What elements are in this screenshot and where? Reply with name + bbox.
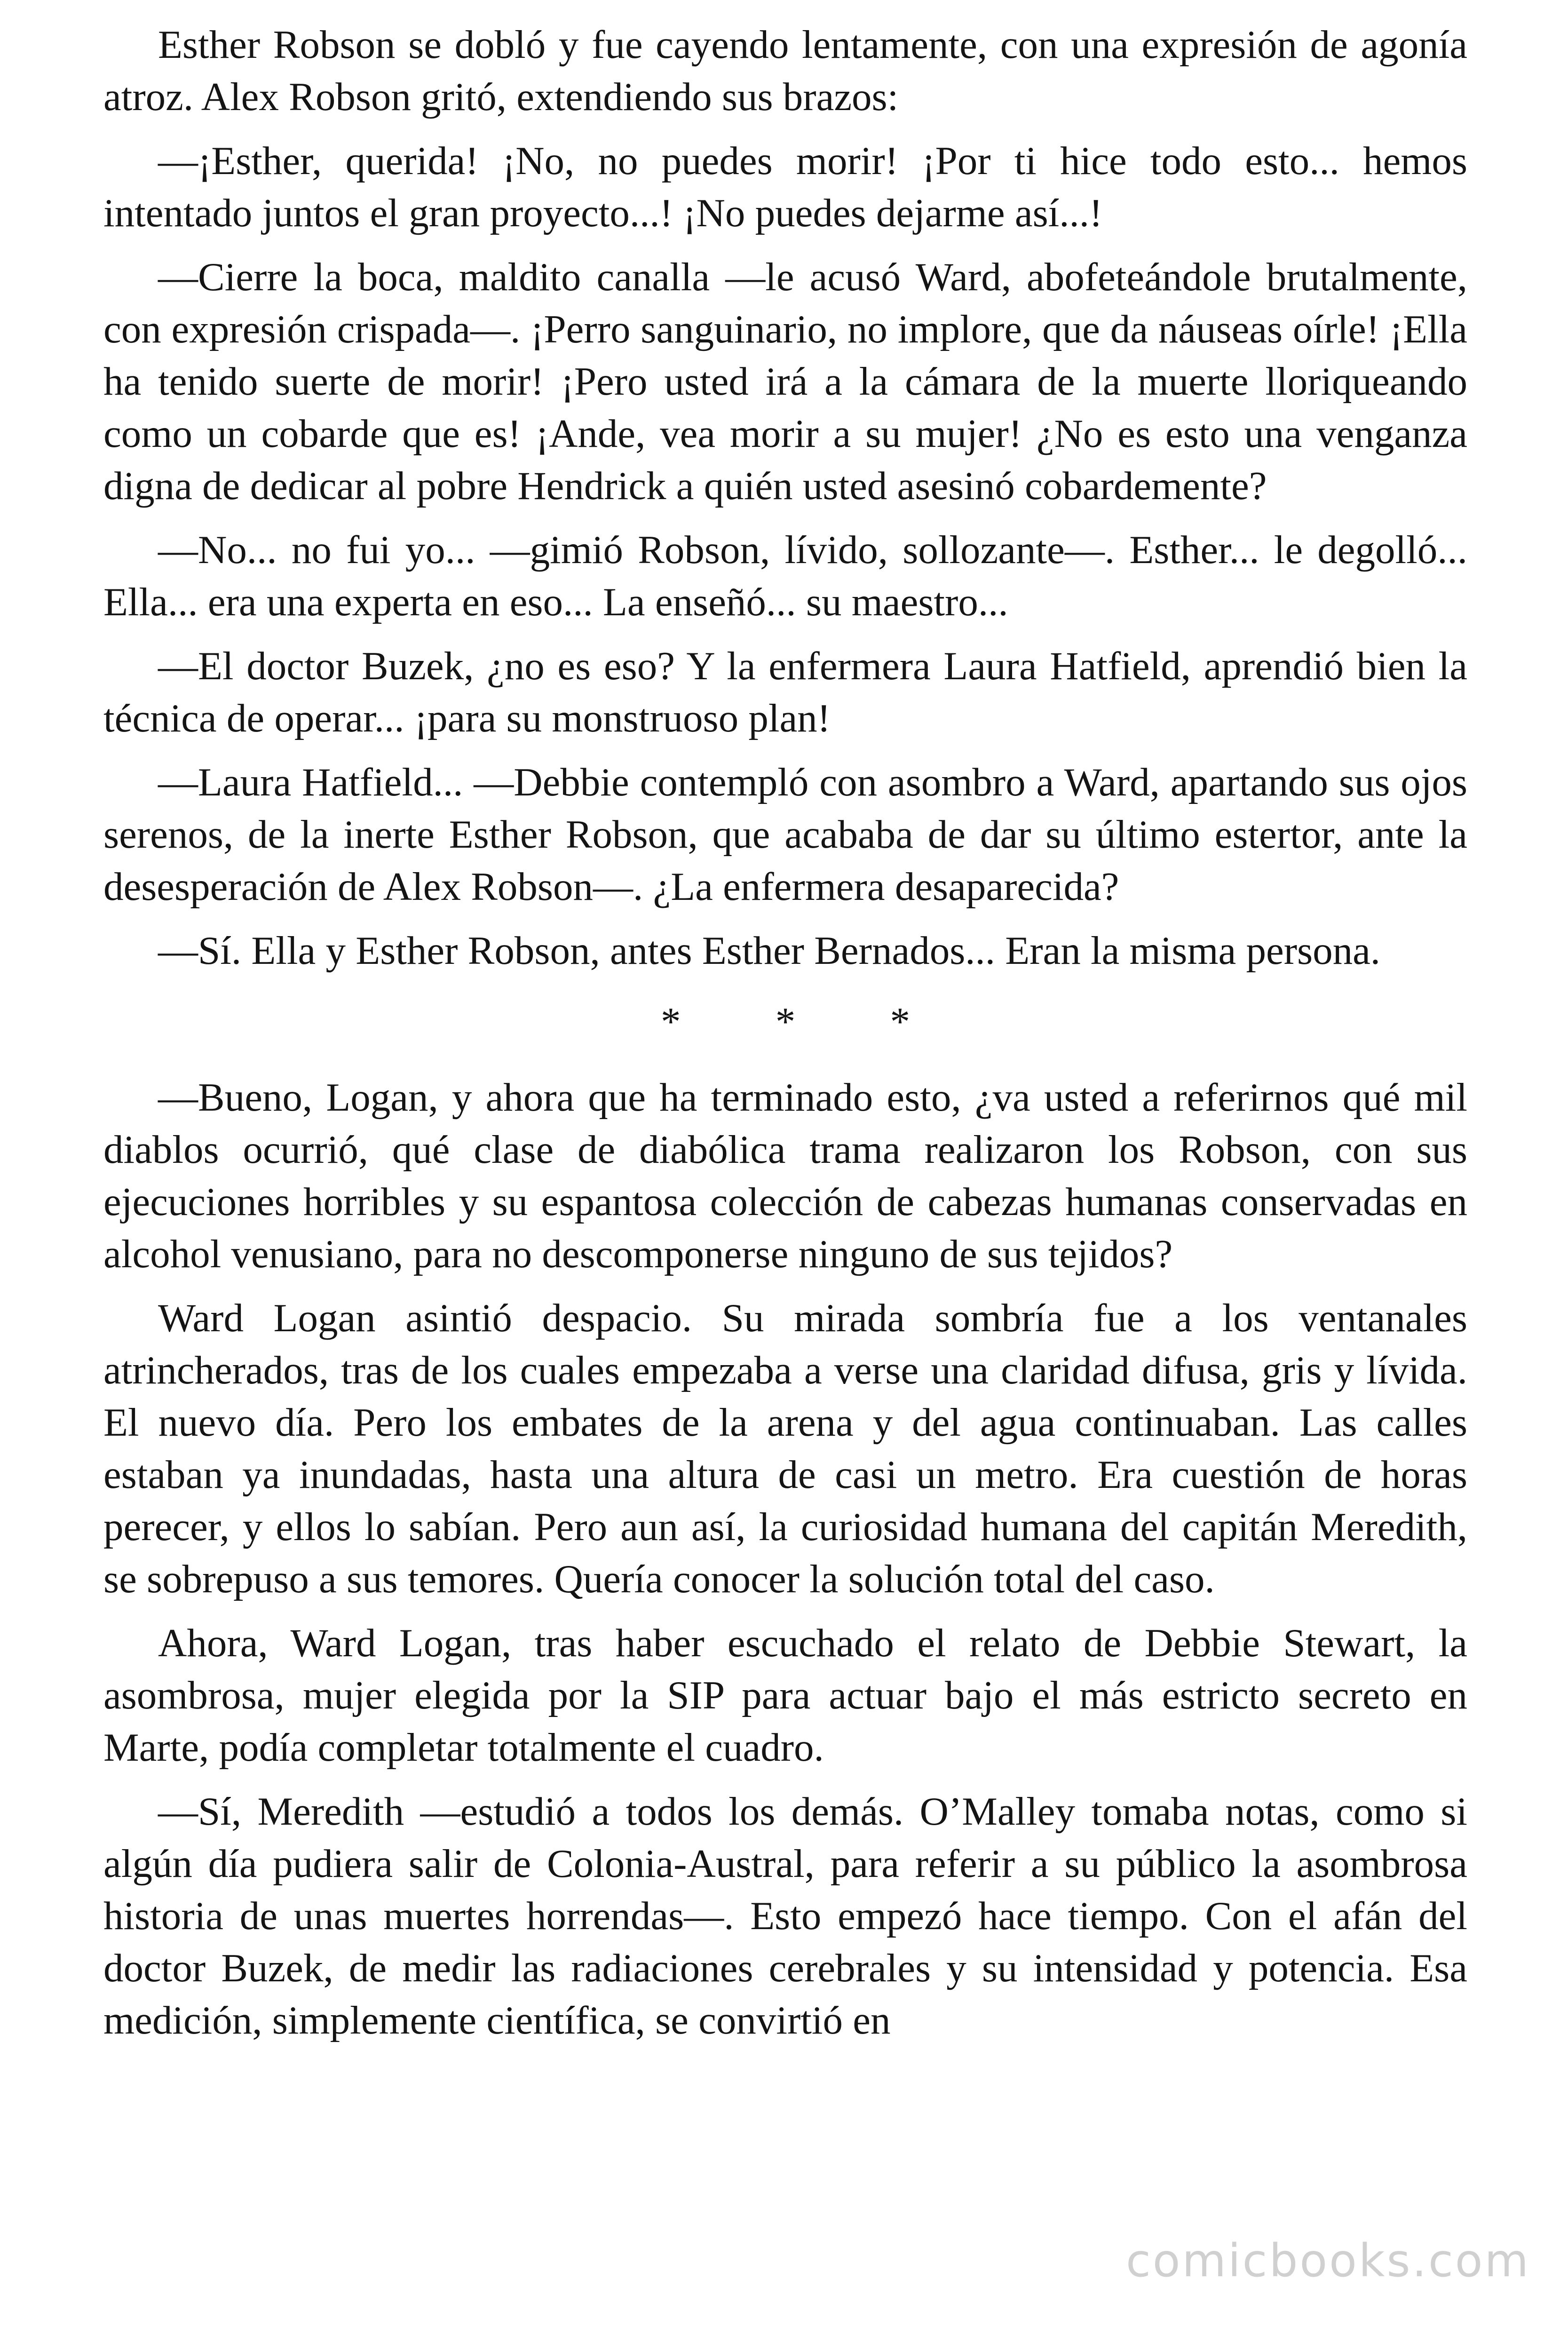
section-separator: * * * bbox=[661, 1000, 952, 1044]
paragraph: —Cierre la boca, maldito canalla —le acusó Ward, abofeteándole brutalmente, con expresión crispada—. ¡Perro sanguinario, no implore, que da náuseas oírle! ¡Ella ha tenido suerte de morir! ¡Pero usted irá a la cámara de la muerte lloriqueando como un cobarde que es! ¡Ande, vea morir a su mujer! ¿No es esto una venganza digna de dedicar al pobre Hendrick a quién usted asesinó cobardemente? bbox=[103, 255, 1467, 508]
paragraph: Ahora, Ward Logan, tras haber escuchado el relato de Debbie Stewart, la asombrosa, mujer elegida por la SIP para actuar bajo el más estricto secreto en Marte, podía completar totalmente el cuadro. bbox=[103, 1621, 1467, 1770]
paragraph: —Bueno, Logan, y ahora que ha terminado esto, ¿va usted a referirnos qué mil diablos ocurrió, qué clase de diabólica trama realizaron los Robson, con sus ejecuciones horribles y su espantosa colección de cabezas humanas conservadas en alcohol venusiano, para no descomponerse ninguno de sus tejidos? bbox=[103, 1075, 1467, 1276]
paragraph: —No... no fui yo... —gimió Robson, lívido, sollozante—. Esther... le degolló... Ella... era una experta en eso... La enseñó... su maestro... bbox=[103, 528, 1467, 624]
paragraph: Ward Logan asintió despacio. Su mirada sombría fue a los ventanales atrincherados, tras de los cuales empezaba a verse una claridad difusa, gris y lívida. El nuevo día. Pero los embates de la arena y del agua continuaban. Las calles estaban ya inundadas, hasta una altura de casi un metro. Era cuestión de horas perecer, y ellos lo sabían. Pero aun así, la curiosidad humana del capitán Meredith, se sobrepuso a sus temores. Quería conocer la solución total del caso. bbox=[103, 1296, 1467, 1601]
watermark-text: comicbooks.com bbox=[1125, 2234, 1530, 2287]
paragraph: —Sí. Ella y Esther Robson, antes Esther Bernados... Eran la misma persona. bbox=[158, 929, 1381, 973]
paragraph: —¡Esther, querida! ¡No, no puedes morir! ¡Por ti hice todo esto... hemos intentado juntos el gran proyecto...! ¡No puedes dejarme así...! bbox=[103, 139, 1467, 235]
paragraph: —Laura Hatfield... —Debbie contempló con asombro a Ward, apartando sus ojos serenos, de la inerte Esther Robson, que acababa de dar su último estertor, ante la desesperación de Alex Robson—. ¿La enfermera desaparecida? bbox=[103, 760, 1467, 909]
paragraph: —El doctor Buzek, ¿no es eso? Y la enfermera Laura Hatfield, aprendió bien la técnica de operar... ¡para su monstruoso plan! bbox=[103, 644, 1467, 740]
document-page bbox=[103, 19, 1467, 2058]
paragraph: —Sí, Meredith —estudió a todos los demás. O’Malley tomaba notas, como si algún día pudiera salir de Colonia-Austral, para referir a su público la asombrosa historia de unas muertes horrendas—. Esto empezó hace tiempo. Con el afán del doctor Buzek, de medir las radiaciones cerebrales y su intensidad y potencia. Esa medición, simplemente científica, se convirtió en bbox=[103, 1789, 1467, 2042]
paragraph: Esther Robson se dobló y fue cayendo lentamente, con una expresión de agonía atroz. Alex Robson gritó, extendiendo sus brazos: bbox=[103, 23, 1467, 119]
